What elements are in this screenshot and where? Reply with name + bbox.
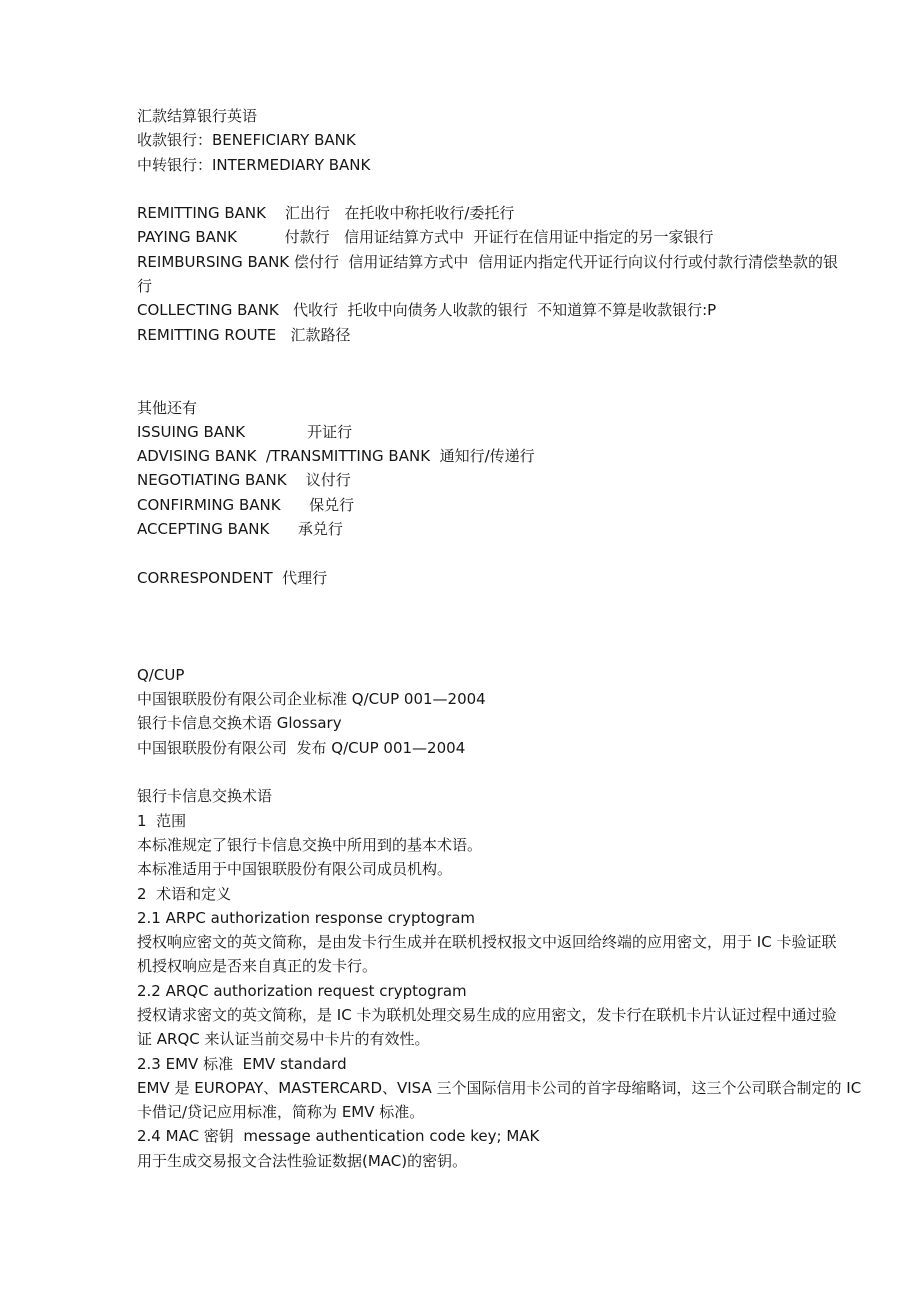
text-line: CONFIRMING BANK 保兑行 — [137, 495, 355, 514]
blank-line — [137, 541, 877, 565]
text-line: REMITTING ROUTE 汇款路径 — [137, 325, 351, 344]
text-line: 2.1 ARPC authorization response cryptogram — [137, 908, 476, 927]
document-body — [137, 104, 877, 1173]
blank-line — [137, 614, 877, 638]
text-line: 2.3 EMV 标准 EMV standard — [137, 1054, 347, 1073]
text-line: 银行卡信息交换术语 — [137, 787, 273, 806]
text-line: ISSUING BANK 开证行 — [137, 422, 353, 441]
text-line: 授权请求密文的英文简称，是 IC 卡为联机处理交易生成的应用密文，发卡行在联机卡片认证过程中通过验 — [137, 1005, 837, 1024]
text-line: 银行卡信息交换术语 Glossary — [137, 714, 342, 733]
text-line: 授权响应密文的英文简称，是由发卡行生成并在联机授权报文中返回给终端的应用密文，用于 IC 卡验证联 — [137, 933, 837, 952]
text-line: 2 术语和定义 — [137, 884, 232, 903]
text-line: COLLECTING BANK 代收行 托收中向债务人收款的银行 不知道算不算是收款银行:P — [137, 301, 717, 320]
text-line: 汇款结算银行英语 — [137, 107, 258, 125]
text-line: 证 ARQC 来认证当前交易中卡片的有效性。 — [137, 1030, 430, 1049]
text-line: REMITTING BANK 汇出行 在托收中称托收行/委托行 — [137, 204, 515, 223]
blank-line — [137, 760, 877, 784]
text-line: 卡借记/贷记应用标准，简称为 EMV 标准。 — [137, 1103, 425, 1122]
text-line: 机授权响应是否来自真正的发卡行。 — [137, 957, 378, 976]
text-line: PAYING BANK 付款行 信用证结算方式中 开证行在信用证中指定的另一家银行 — [137, 228, 714, 247]
text-line: REIMBURSING BANK 偿付行 信用证结算方式中 信用证内指定代开证行向议付行或付款行清偿垫款的银 — [137, 252, 838, 271]
text-line: 2.4 MAC 密钥 message authentication code key; MAK — [137, 1127, 540, 1146]
text-line: ACCEPTING BANK 承兑行 — [137, 520, 343, 539]
text-line: 行 — [137, 277, 153, 296]
text-line: Q/CUP — [137, 665, 185, 684]
text-line: ADVISING BANK /TRANSMITTING BANK 通知行/传递行 — [137, 447, 535, 466]
text-line: 1 范围 — [137, 811, 187, 830]
blank-line — [137, 371, 877, 395]
text-line: 用于生成交易报文合法性验证数据(MAC)的密钥。 — [137, 1151, 468, 1170]
text-line: 本标准规定了银行卡信息交换中所用到的基本术语。 — [137, 835, 483, 854]
text-line: 其他还有 — [137, 398, 198, 417]
text-line: CORRESPONDENT 代理行 — [137, 568, 328, 587]
text-line: EMV 是 EUROPAY、MASTERCARD、VISA 三个国际信用卡公司的首字母缩略词，这三个公司联合制定的 IC — [137, 1078, 862, 1097]
text-line: 本标准适用于中国银联股份有限公司成员机构。 — [137, 860, 453, 879]
text-line: NEGOTIATING BANK 议付行 — [137, 471, 351, 490]
blank-line — [137, 639, 877, 663]
blank-line — [137, 590, 877, 614]
text-line: 中国银联股份有限公司 发布 Q/CUP 001—2004 — [137, 738, 466, 757]
text-line: 中转银行：INTERMEDIARY BANK — [137, 155, 371, 174]
text-line: 收款银行：BENEFICIARY BANK — [137, 131, 356, 150]
blank-line — [137, 347, 877, 371]
text-line: 中国银联股份有限公司企业标准 Q/CUP 001—2004 — [137, 690, 486, 709]
text-line: 2.2 ARQC authorization request cryptogram — [137, 981, 467, 1000]
blank-line — [137, 177, 877, 201]
